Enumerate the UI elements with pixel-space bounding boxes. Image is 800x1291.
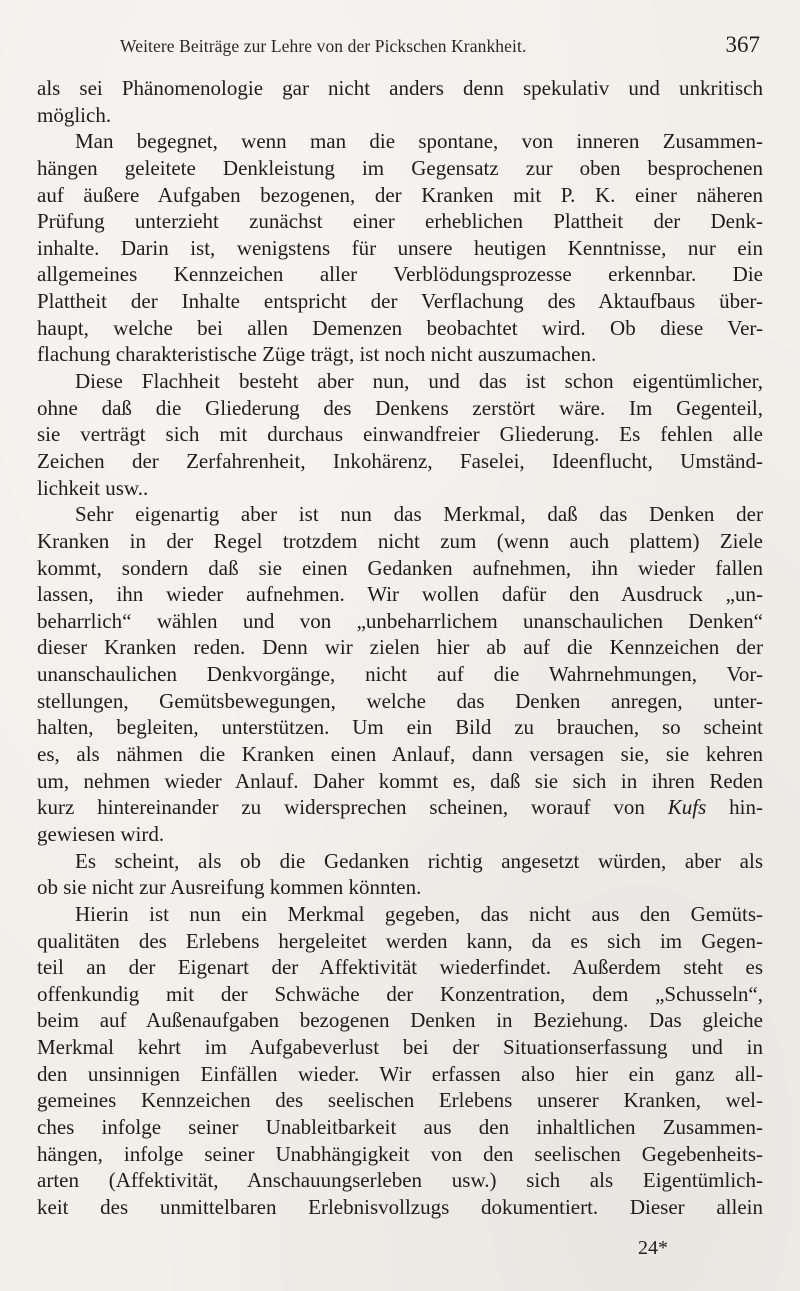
text-line: dieser Kranken reden. Denn wir zielen hier ab auf die Kennzeichen der: [37, 635, 763, 660]
text-line: es, als nähmen die Kranken einen Anlauf, dann versagen sie, sie kehren: [37, 742, 763, 767]
text-line: qualitäten des Erlebens hergeleitet werden kann, da es sich im Gegen-: [37, 928, 763, 953]
text-line: keit des unmittelbaren Erlebnisvollzugs dokumentiert. Dieser allein: [37, 1194, 763, 1219]
text-line: sie verträgt sich mit durchaus einwandfreier Gliederung. Es fehlen alle: [37, 422, 763, 447]
page-number: 367: [725, 32, 760, 57]
running-head: [120, 30, 760, 60]
text-line: Kranken in der Regel trotzdem nicht zum (wenn auch plattem) Ziele: [37, 528, 763, 553]
text-line: Hierin ist nun ein Merkmal gegeben, das nicht aus den Gemüts-: [75, 901, 763, 926]
text-line: teil an der Eigenart der Affektivität wiederfindet. Außerdem steht es: [37, 955, 763, 980]
text-line: Prüfung unterzieht zunächst einer erheblichen Plattheit der Denk-: [37, 209, 763, 234]
text-line: lichkeit usw..: [37, 475, 149, 500]
signature-mark: 24*: [638, 1237, 668, 1259]
text-line: arten (Affektivität, Anschauungserleben usw.) sich als Eigentümlich-: [37, 1168, 763, 1193]
text-line: lassen, ihn wieder aufnehmen. Wir wollen dafür den Ausdruck „un-: [37, 582, 763, 607]
text-line: auf äußere Aufgaben bezogenen, der Kranken mit P. K. einer näheren: [37, 182, 763, 207]
running-title: Weitere Beiträge zur Lehre von der Pickschen Krankheit.: [120, 36, 527, 56]
text-line: allgemeines Kennzeichen aller Verblödungsprozesse erkennbar. Die: [37, 262, 763, 287]
text-line: Plattheit der Inhalte entspricht der Verflachung des Aktaufbaus über-: [37, 289, 763, 314]
cited-author: Kufs: [667, 795, 707, 820]
text-line: Sehr eigenartig aber ist nun das Merkmal, daß das Denken der: [75, 502, 763, 527]
text-line-with-citation: [37, 794, 763, 821]
text-line-part: kurz hintereinander zu widersprechen scheinen, worauf von: [37, 795, 668, 820]
text-line: den unsinnigen Einfällen wieder. Wir erfassen also hier ein ganz all-: [37, 1061, 763, 1086]
text-line: Man begegnet, wenn man die spontane, von inneren Zusammen-: [75, 129, 763, 154]
text-line: haupt, welche bei allen Demenzen beobachtet wird. Ob diese Ver-: [37, 315, 763, 340]
text-line: gemeines Kennzeichen des seelischen Erlebens unserer Kranken, wel-: [37, 1088, 763, 1113]
text-line: halten, begleiten, unterstützen. Um ein Bild zu brauchen, so scheint: [37, 715, 763, 740]
text-line: inhalte. Darin ist, wenigstens für unsere heutigen Kenntnisse, nur ein: [37, 235, 763, 260]
text-line: offenkundig mit der Schwäche der Konzentration, dem „Schusseln“,: [37, 981, 763, 1006]
text-line: stellungen, Gemütsbewegungen, welche das Denken anregen, unter-: [37, 688, 763, 713]
text-line: ohne daß die Gliederung des Denkens zerstört wäre. Im Gegenteil,: [37, 395, 763, 420]
text-line: kommt, sondern daß sie einen Gedanken aufnehmen, ihn wieder fallen: [37, 555, 763, 580]
text-line: Zeichen der Zerfahrenheit, Inkohärenz, Faselei, Ideenflucht, Umständ-: [37, 448, 763, 473]
text-line: als sei Phänomenologie gar nicht anders denn spekulativ und unkritisch: [37, 76, 763, 100]
text-line-part: hin-: [706, 795, 763, 820]
text-line: hängen geleitete Denkleistung im Gegensatz zur oben besprochenen: [37, 155, 763, 180]
text-line: Es scheint, als ob die Gedanken richtig angesetzt würden, aber als: [75, 848, 763, 873]
body-text: [37, 75, 763, 1221]
text-line: beim auf Außenaufgaben bezogenen Denken in Beziehung. Das gleiche: [37, 1008, 763, 1033]
text-line: hängen, infolge seiner Unabhängigkeit von den seelischen Gegebenheits-: [37, 1141, 763, 1166]
text-line: beharrlich“ wählen und von „unbeharrlichem unanschaulichen Denken“: [37, 608, 763, 633]
text-line: um, nehmen wieder Anlauf. Daher kommt es, daß sie sich in ihren Reden: [37, 768, 763, 793]
text-line: ob sie nicht zur Ausreifung kommen könnten.: [37, 875, 422, 900]
text-line: Diese Flachheit besteht aber nun, und das ist schon eigentümlicher,: [75, 369, 763, 394]
text-line: flachung charakteristische Züge trägt, ist noch nicht auszumachen.: [37, 342, 597, 367]
text-line: Merkmal kehrt im Aufgabeverlust bei der Situationserfassung und in: [37, 1035, 763, 1060]
text-line: gewiesen wird.: [37, 821, 165, 846]
text-line: möglich.: [37, 102, 112, 127]
text-line: ches infolge seiner Unableitbarkeit aus den inhaltlichen Zusammen-: [37, 1114, 763, 1139]
text-line: unanschaulichen Denkvorgänge, nicht auf die Wahrnehmungen, Vor-: [37, 662, 763, 687]
